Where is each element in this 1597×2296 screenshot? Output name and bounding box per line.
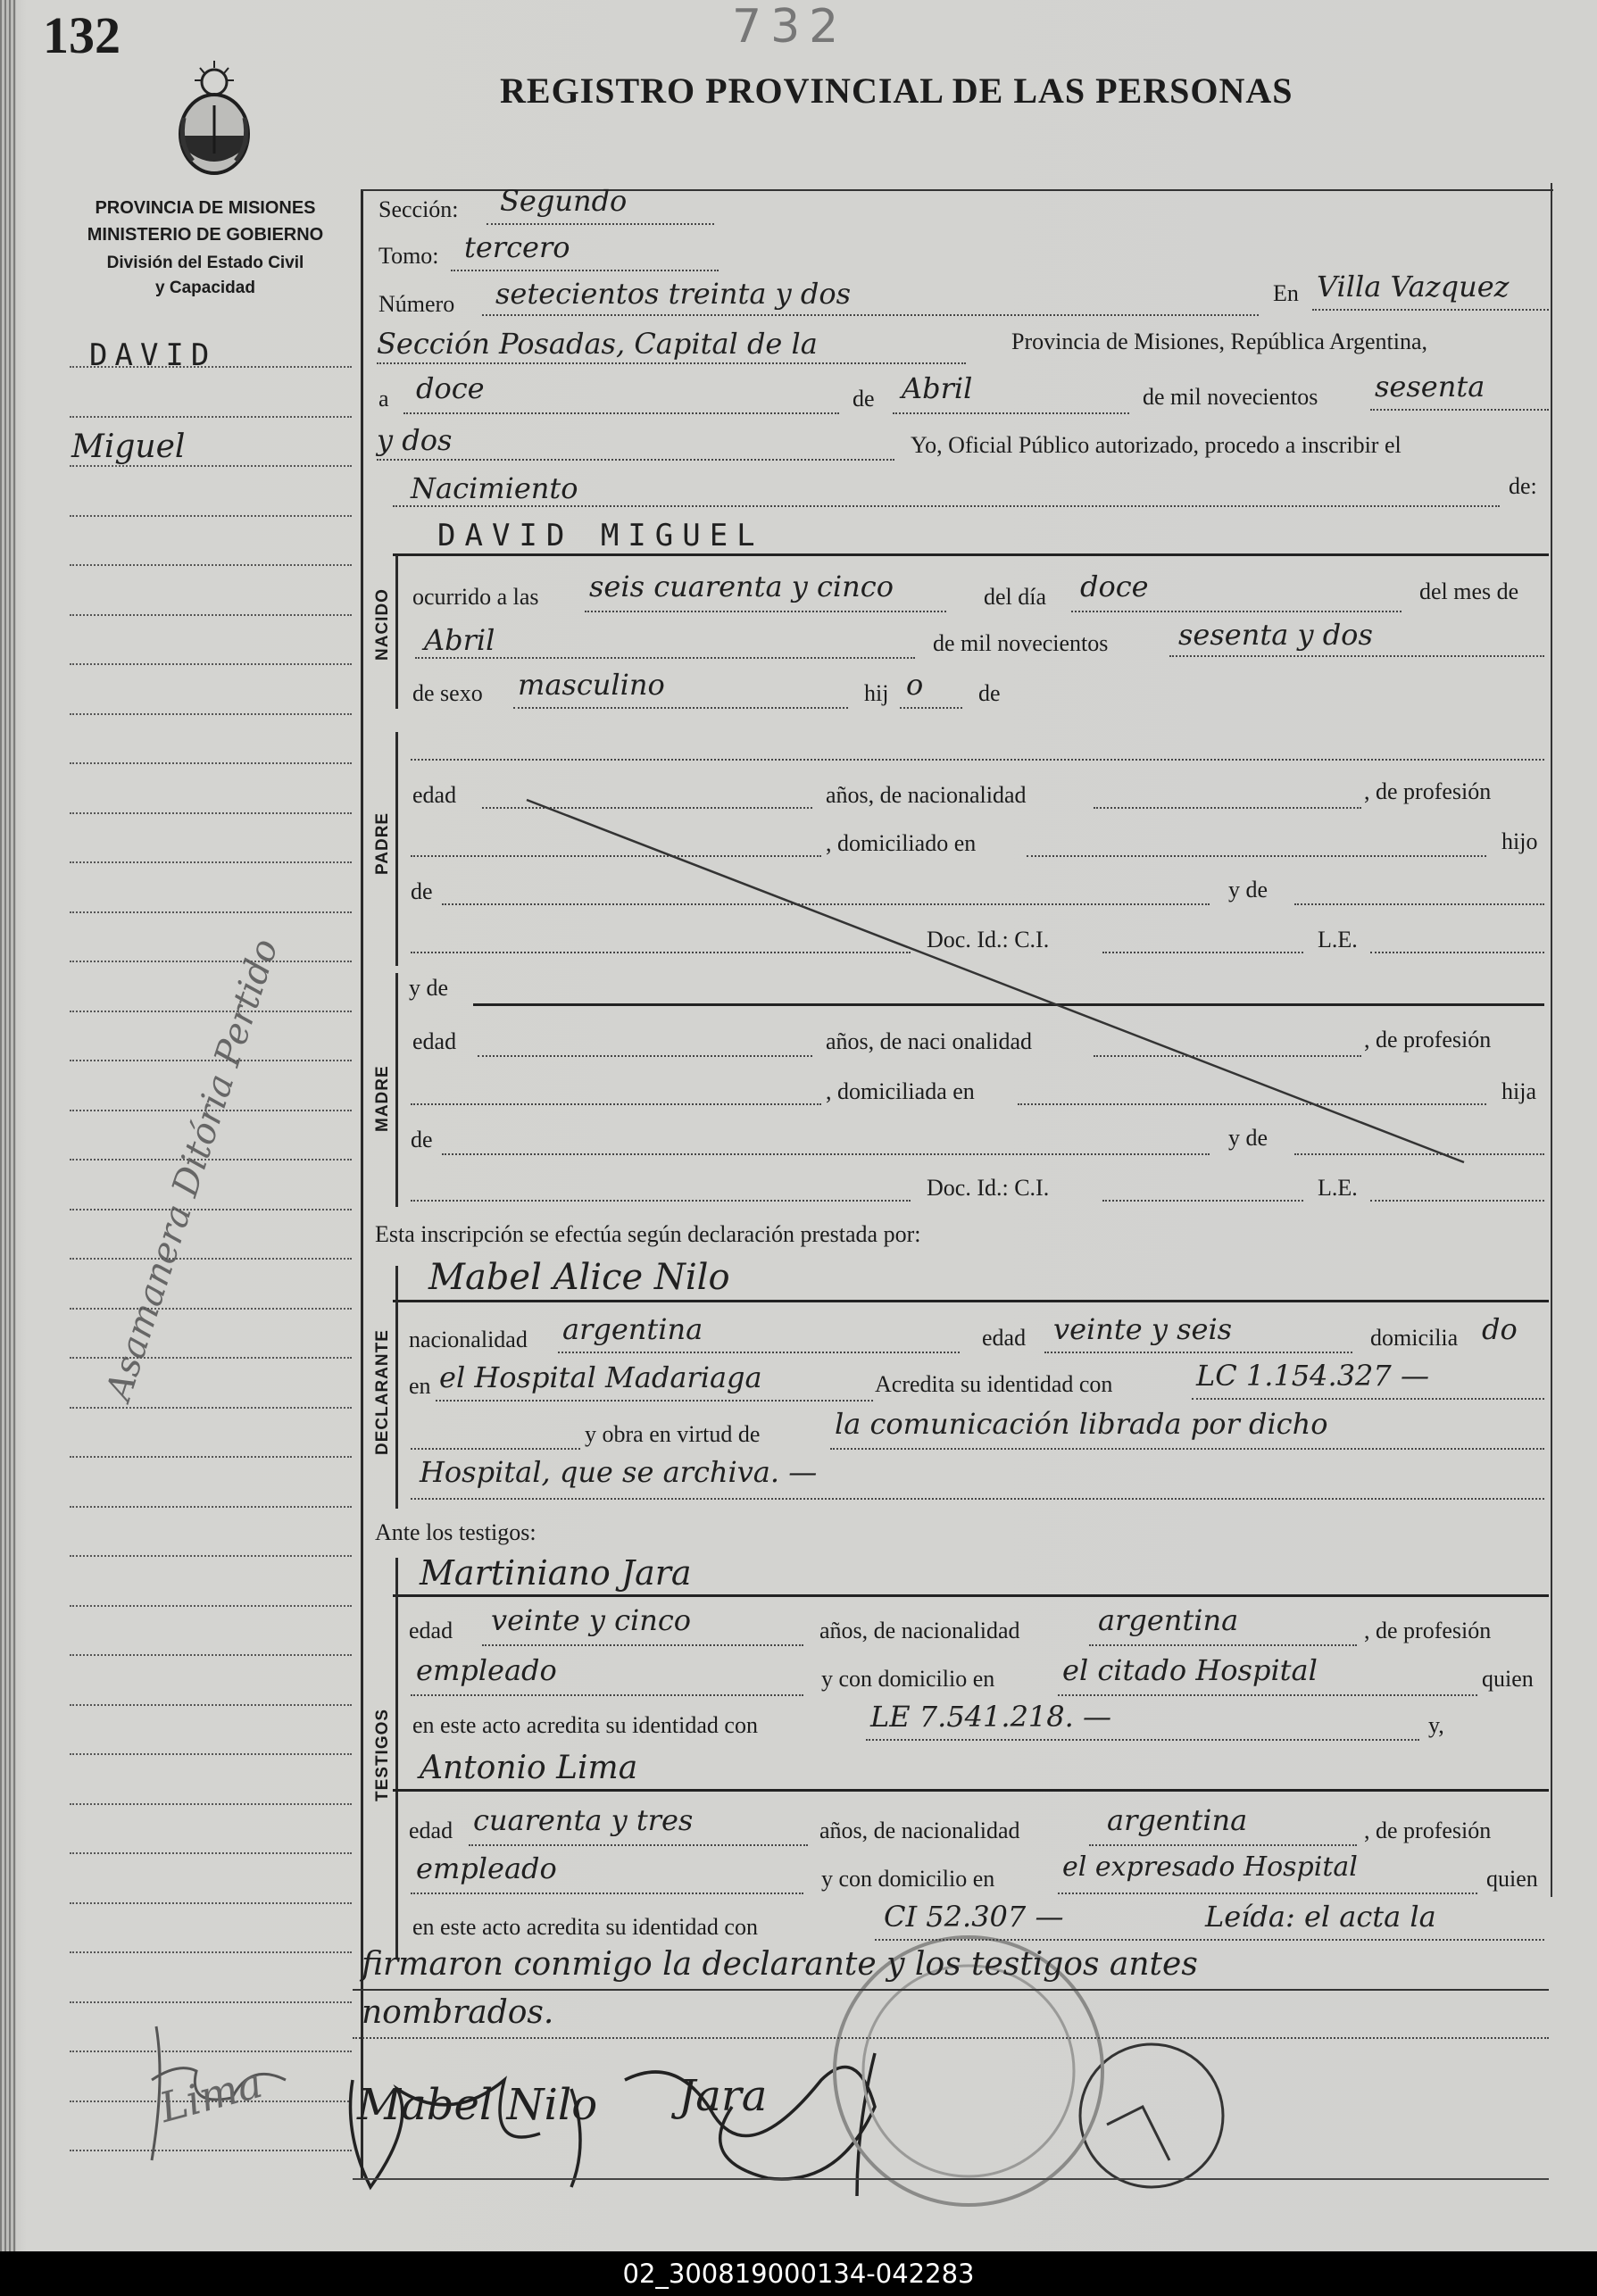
mil-label: de mil novecientos — [1143, 384, 1318, 410]
testigo1-nombre: Martiniano Jara — [420, 1553, 692, 1593]
t1-nac-label: años, de nacionalidad — [819, 1618, 1020, 1643]
dotted-line — [1089, 1644, 1357, 1646]
dotted-line — [482, 1644, 803, 1646]
ministry-line: MINISTERIO DE GOBIERNO — [87, 225, 324, 245]
section-testigos: TESTIGOS — [373, 1708, 392, 1801]
madre-yde-top-label: y de — [409, 975, 449, 1001]
solid-line — [393, 1789, 1549, 1792]
testigo2-nac: argentina — [1107, 1803, 1248, 1837]
anio-value-a: sesenta — [1375, 370, 1485, 403]
decl-edad: veinte y seis — [1053, 1312, 1233, 1346]
dotted-line — [353, 2037, 1549, 2039]
sexo-value: masculino — [518, 668, 665, 702]
dotted-line — [411, 1893, 803, 1894]
solid-line — [353, 1989, 1549, 1991]
signature-declarante: Mabel Nilo — [357, 2080, 598, 2130]
pencil-number: 732 — [732, 0, 848, 54]
decl-documento: LC 1.154.327 — — [1196, 1359, 1429, 1393]
padre-hijo-label: hijo — [1501, 828, 1538, 854]
hij-label: hij — [864, 680, 889, 706]
closing-line-1: firmaron conmigo la declarante y los testigos antes — [362, 1946, 1198, 1983]
declarante-nombre: Mabel Alice Nilo — [428, 1257, 730, 1298]
anio-value-b: y dos — [377, 423, 453, 457]
dotted-line — [875, 1939, 1544, 1941]
place-value: Sección Posadas, Capital de la — [377, 327, 818, 361]
tomo-value: tercero — [464, 230, 570, 264]
dotted-line — [411, 1694, 803, 1696]
testigo2-edad: cuarenta y tres — [473, 1803, 694, 1837]
ocurrido-label: ocurrido a las — [412, 584, 539, 610]
decl-nac-label: nacionalidad — [409, 1327, 528, 1352]
nacido-mes: Abril — [424, 623, 495, 657]
del-mes-label: del mes de — [1419, 578, 1519, 604]
dotted-line — [411, 1448, 580, 1450]
madre-le-label: L.E. — [1318, 1175, 1358, 1201]
bracket-line — [395, 1558, 398, 1959]
testigos-ante: Ante los testigos: — [375, 1519, 536, 1545]
numero-value: setecientos treinta y dos — [495, 277, 852, 311]
decl-en-label: en — [409, 1373, 431, 1399]
dotted-line — [1089, 1844, 1357, 1846]
dotted-line — [1192, 1398, 1544, 1400]
madre-yde-label: y de — [1228, 1125, 1268, 1151]
padre-prof-label: , de profesión — [1364, 778, 1492, 804]
t2-prof-label: , de profesión — [1364, 1818, 1492, 1843]
decl-obra-label: y obra en virtud de — [585, 1421, 761, 1447]
decl-obra-2: Hospital, que se archiva. — — [420, 1455, 818, 1489]
margin-name-first: DAVID — [89, 337, 217, 373]
de-label: de — [853, 386, 875, 412]
testigo1-edad: veinte y cinco — [491, 1603, 692, 1637]
dotted-line — [469, 1844, 808, 1846]
decl-en: el Hospital Madariaga — [439, 1360, 762, 1394]
testigo2-prof: empleado — [416, 1851, 557, 1885]
nacido-nombre: DAVID MIGUEL — [437, 518, 764, 553]
solid-line — [393, 1300, 1549, 1302]
dia-value: doce — [416, 371, 485, 405]
hij-de-label: de — [978, 680, 1001, 706]
t1-edad-label: edad — [409, 1618, 453, 1643]
dotted-line — [558, 1352, 960, 1353]
t2-dom-label: y con domicilio en — [821, 1866, 995, 1892]
dotted-line — [411, 1498, 1544, 1500]
dotted-line — [1058, 1694, 1477, 1696]
madre-nac-label: años, de naci onalidad — [826, 1028, 1033, 1054]
madre-edad-label: edad — [412, 1028, 457, 1054]
t1-acredita-label: en este acto acredita su identidad con — [412, 1712, 758, 1738]
padre-le-label: L.E. — [1318, 927, 1358, 953]
scan-footer-id: 02_300819000134-042283 — [0, 2251, 1597, 2296]
del-dia-label: del día — [984, 584, 1047, 610]
en-value: Villa Vazquez — [1317, 270, 1510, 304]
division-line: División del Estado Civil — [106, 254, 304, 272]
section-nacido: NACIDO — [373, 588, 392, 661]
t1-dom-label: y con domicilio en — [821, 1666, 995, 1692]
document-title: REGISTRO PROVINCIAL DE LAS PERSONAS — [500, 71, 1293, 111]
dotted-line — [436, 1400, 873, 1402]
t2-quien-label: quien — [1486, 1866, 1538, 1892]
decl-obra: la comunicación librada por dicho — [835, 1407, 1328, 1441]
margin-note: Asamanera Ditória Pertido — [98, 934, 287, 1406]
t1-quien-label: quien — [1482, 1666, 1534, 1692]
dotted-line — [1044, 1352, 1352, 1353]
en-label: En — [1273, 280, 1299, 306]
t2-nac-label: años, de nacionalidad — [819, 1818, 1020, 1843]
solid-line — [393, 1594, 1549, 1597]
padre-de-label: de — [411, 878, 433, 904]
padre-nac-label: años, de nacionalidad — [826, 782, 1027, 808]
signature-lima: Lima — [154, 2058, 268, 2133]
t1-y-label: y, — [1428, 1712, 1444, 1738]
decl-domicilia-label: domicilia — [1370, 1325, 1459, 1351]
testigo1-dom: el citado Hospital — [1062, 1653, 1318, 1687]
testigo2-nombre: Antonio Lima — [420, 1750, 638, 1786]
capacidad-line: y Capacidad — [155, 279, 255, 297]
madre-doc-label: Doc. Id.: C.I. — [927, 1175, 1050, 1201]
decl-nacionalidad: argentina — [562, 1312, 703, 1346]
section-padre: PADRE — [373, 811, 392, 875]
padre-edad-label: edad — [412, 782, 457, 808]
leida-text: Leída: el acta la — [1205, 1900, 1436, 1934]
t1-prof-label: , de profesión — [1364, 1618, 1492, 1643]
nacido-dia: doce — [1080, 570, 1149, 603]
hora-value: seis cuarenta y cinco — [589, 570, 894, 603]
testigo2-doc: CI 52.307 — — [884, 1900, 1064, 1934]
decl-edad-label: edad — [982, 1325, 1027, 1351]
provincia-text: Provincia de Misiones, República Argentina, — [1011, 329, 1427, 354]
testigo1-nac: argentina — [1098, 1603, 1239, 1637]
madre-prof-label: , de profesión — [1364, 1027, 1492, 1052]
madre-de-label: de — [411, 1127, 433, 1152]
decl-domicilia: do — [1482, 1312, 1518, 1346]
oficial-text: Yo, Oficial Público autorizado, procedo a inscribir el — [911, 432, 1402, 458]
page-number: 132 — [43, 6, 121, 64]
closing-line-2: nombrados. — [362, 1994, 554, 2031]
dotted-line — [866, 1739, 1419, 1741]
t2-edad-label: edad — [409, 1818, 453, 1843]
dotted-line — [830, 1448, 1544, 1450]
de-colon-label: de: — [1509, 473, 1537, 499]
seccion-value: Segundo — [500, 184, 628, 218]
mes-value: Abril — [902, 371, 973, 405]
testigo1-doc: LE 7.541.218. — — [870, 1700, 1111, 1734]
dotted-line — [1058, 1893, 1477, 1894]
section-madre: MADRE — [373, 1065, 392, 1132]
province-line: PROVINCIA DE MISIONES — [95, 198, 316, 218]
testigo1-prof: empleado — [416, 1653, 557, 1687]
hij-value: o — [906, 668, 924, 702]
madre-hija-label: hija — [1501, 1078, 1536, 1104]
acto-value: Nacimiento — [411, 471, 578, 505]
section-declarante: DECLARANTE — [373, 1329, 392, 1455]
testigo2-dom: el expresado Hospital — [1062, 1851, 1358, 1883]
numero-label: Número — [378, 291, 455, 317]
padre-doc-label: Doc. Id.: C.I. — [927, 927, 1050, 953]
signature-jara: Jara — [678, 2071, 768, 2121]
seccion-label: Sección: — [378, 196, 459, 222]
nacido-mil-label: de mil novecientos — [933, 630, 1109, 656]
t2-acredita-label: en este acto acredita su identidad con — [412, 1914, 758, 1940]
bracket-line — [395, 1266, 398, 1509]
nacido-anio: sesenta y dos — [1178, 618, 1373, 652]
a-label: a — [378, 386, 389, 412]
padre-yde-label: y de — [1228, 877, 1268, 903]
madre-dom-label: , domiciliada en — [826, 1078, 975, 1104]
padre-dom-label: , domiciliado en — [826, 830, 977, 856]
decl-acredita-label: Acredita su identidad con — [875, 1371, 1113, 1397]
margin-name-second: Miguel — [71, 428, 186, 465]
solid-line — [353, 2178, 1549, 2180]
tomo-label: Tomo: — [378, 243, 439, 269]
declarante-intro: Esta inscripción se efectúa según declaración prestada por: — [375, 1221, 921, 1247]
sexo-label: de sexo — [412, 680, 483, 706]
